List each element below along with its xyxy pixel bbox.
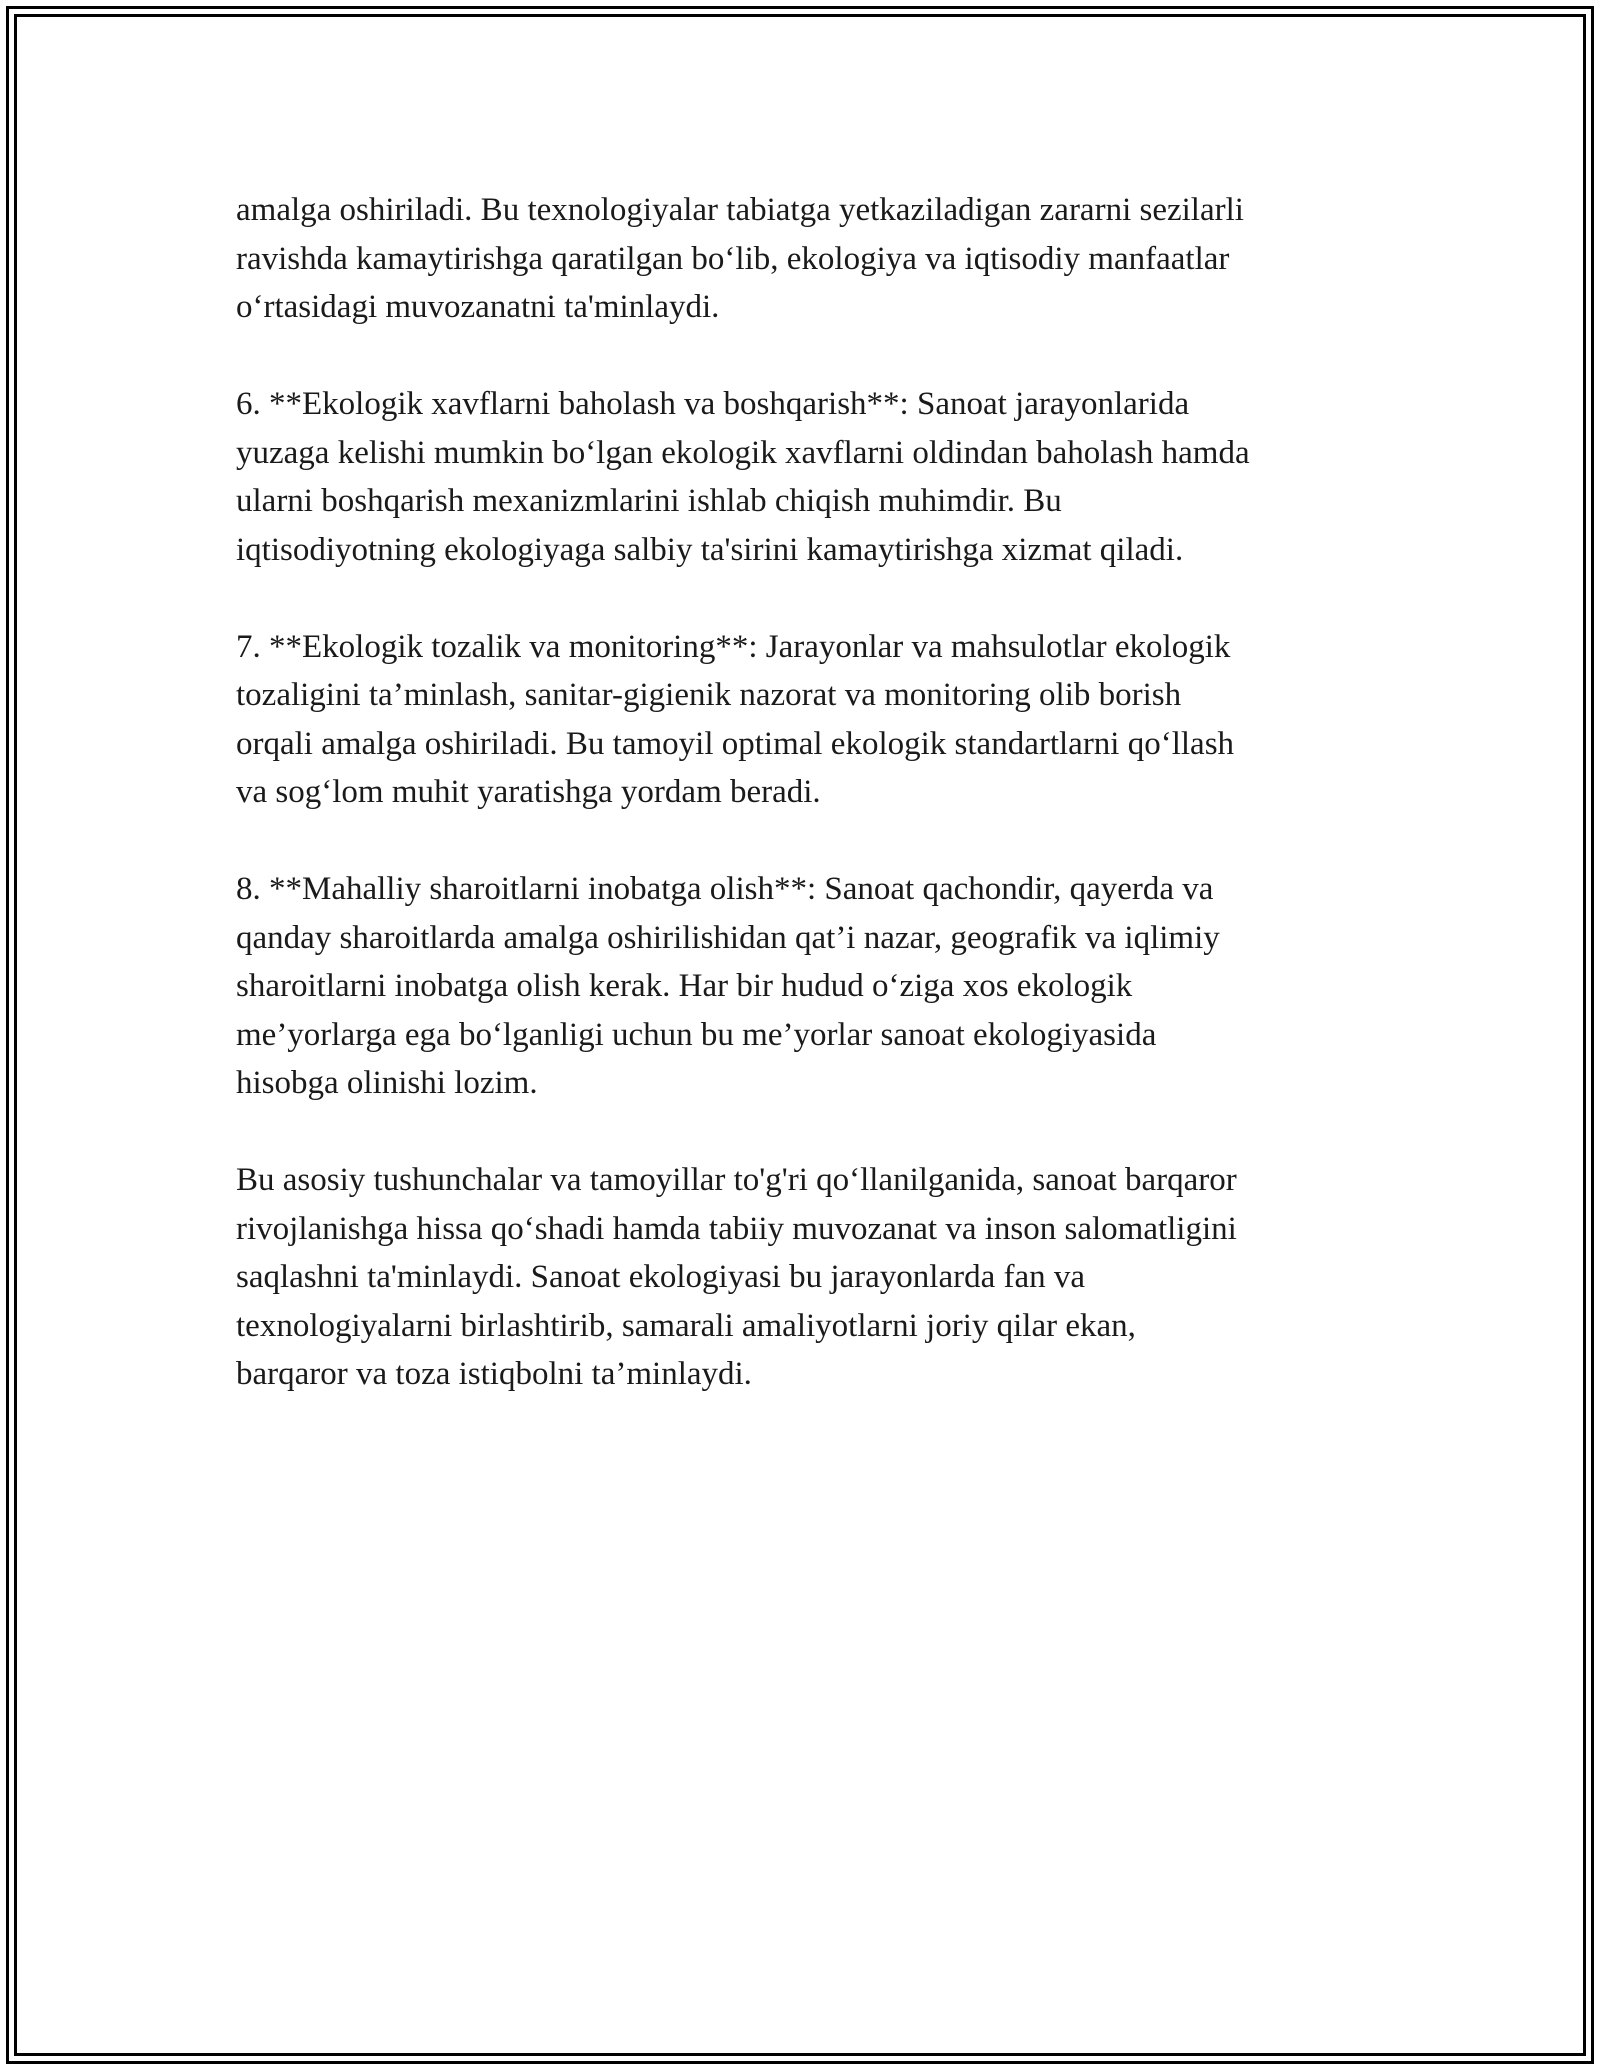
- paragraph-continuation: amalga oshiriladi. Bu texnologiyalar tabiatga yetkaziladigan zararni sezilarli ravishda kamaytirishga qaratilgan bo‘lib, ekologiya va iqtisodiy manfaatlar o‘rtasidagi muvozanatni ta'minlaydi.: [236, 192, 1244, 325]
- document-body: [236, 186, 1386, 1447]
- paragraph-item-7: 7. **Ekologik tozalik va monitoring**: Jarayonlar va mahsulotlar ekologik tozaligini ta’minlash, sanitar-gigienik nazorat va monitoring olib borish orqali amalga oshiriladi. Bu tamoyil optimal ekologik standartlarni qo‘llash va sog‘lom muhit yaratishga yordam beradi.: [236, 628, 1235, 810]
- paragraph-item-8: 8. **Mahalliy sharoitlarni inobatga olish**: Sanoat qachondir, qayerda va qanday sharoitlarda amalga oshirilishidan qat’i nazar, geografik va iqlimiy sharoitlarni inobatga olish kerak. Har bir hudud o‘ziga xos ekologik me’yorlarga ega bo‘lganligi uchun bu me’yorlar sanoat ekologiyasida hisobga olinishi lozim.: [236, 871, 1220, 1101]
- paragraph-item-6: 6. **Ekologik xavflarni baholash va boshqarish**: Sanoat jarayonlarida yuzaga kelishi mumkin bo‘lgan ekologik xavflarni oldindan baholash hamda ularni boshqarish mexanizmlarini ishlab chiqish muhimdir. Bu iqtisodiyotning ekologiyaga salbiy ta'sirini kamaytirishga xizmat qiladi.: [236, 386, 1250, 568]
- paragraph-conclusion: Bu asosiy tushunchalar va tamoyillar to'g'ri qo‘llanilganida, sanoat barqaror rivojlanishga hissa qo‘shadi hamda tabiiy muvozanat va inson salomatligini saqlashni ta'minlaydi. Sanoat ekologiyasi bu jarayonlarda fan va texnologiyalarni birlashtirib, samarali amaliyotlarni joriy qilar ekan, barqaror va toza istiqbolni ta’minlaydi.: [236, 1162, 1237, 1392]
